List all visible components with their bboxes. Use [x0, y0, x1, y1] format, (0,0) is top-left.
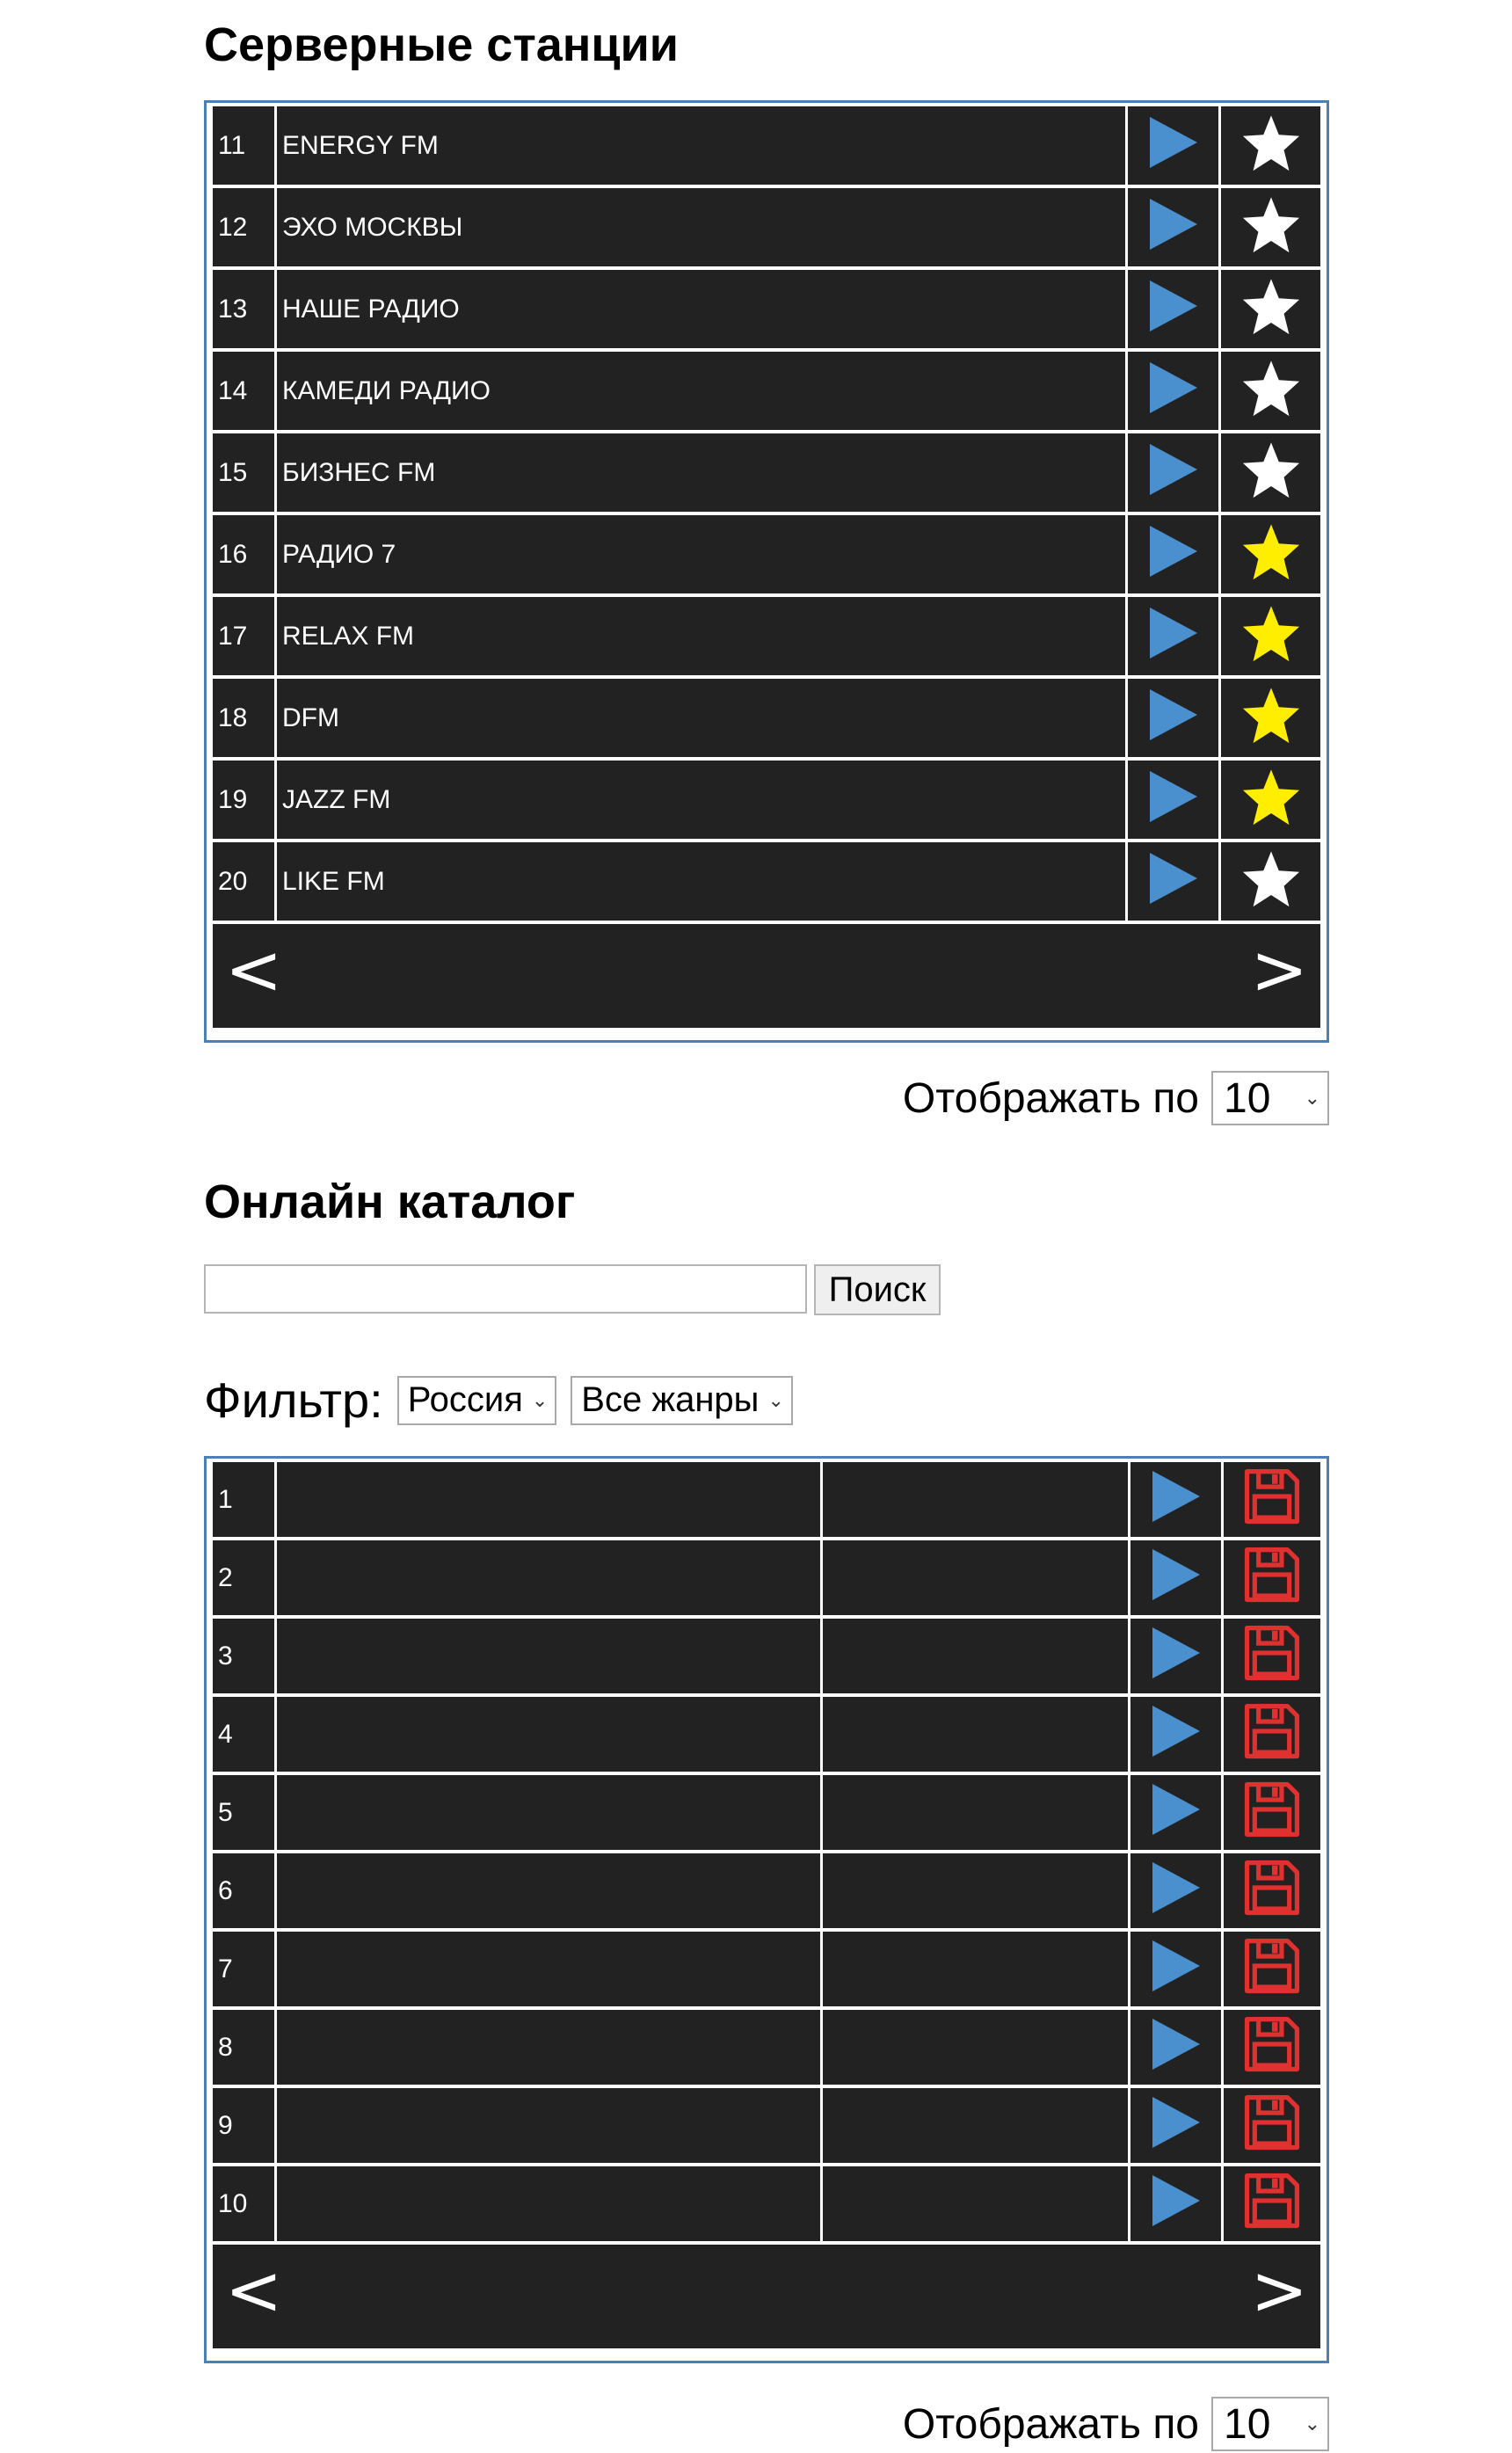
play-icon: [1148, 442, 1199, 497]
server-per-page-select[interactable]: [1211, 1071, 1329, 1125]
station-name: LIKE FM: [277, 842, 1125, 924]
server-next-page-button[interactable]: >: [1250, 931, 1308, 1010]
station-row: [213, 352, 1320, 433]
play-icon: [1148, 524, 1199, 579]
catalog-row: [213, 2166, 1320, 2245]
play-button[interactable]: [1130, 1932, 1221, 2010]
server-per-page-value: 10: [1224, 1074, 1271, 1122]
server-per-page: [903, 1069, 1329, 1127]
catalog-row-number: 1: [213, 1462, 274, 1540]
station-name: БИЗНЕС FM: [277, 433, 1125, 515]
save-button[interactable]: [1224, 1932, 1320, 2010]
catalog-station-name: [277, 1540, 820, 1619]
catalog-station-genre: [823, 1462, 1128, 1540]
play-icon: [1151, 2173, 1202, 2228]
online-catalog-table: [210, 1462, 1323, 2245]
station-number: 18: [213, 679, 274, 761]
catalog-row: [213, 1775, 1320, 1853]
play-button[interactable]: [1130, 1775, 1221, 1853]
station-row: [213, 761, 1320, 842]
save-icon: [1241, 1622, 1303, 1684]
play-button[interactable]: [1130, 2166, 1221, 2245]
catalog-row: [213, 1853, 1320, 1932]
catalog-station-name: [277, 2166, 820, 2245]
play-icon: [1151, 1939, 1202, 1993]
save-button[interactable]: [1224, 2010, 1320, 2088]
play-button[interactable]: [1128, 515, 1218, 597]
country-select-value: Россия: [407, 1380, 523, 1419]
chevron-down-icon: ⌄: [1304, 2413, 1320, 2435]
station-name: ENERGY FM: [277, 106, 1125, 188]
play-icon: [1151, 1860, 1202, 1915]
catalog-row-number: 8: [213, 2010, 274, 2088]
favorite-star-icon: [1240, 685, 1302, 745]
play-button[interactable]: [1130, 2088, 1221, 2166]
save-icon: [1241, 2170, 1303, 2231]
catalog-per-page-label: Отображать по: [902, 2400, 1199, 2448]
catalog-next-page-button[interactable]: >: [1250, 2252, 1308, 2331]
favorite-button[interactable]: [1221, 352, 1320, 433]
station-name: РАДИО 7: [277, 515, 1125, 597]
catalog-station-name: [277, 1775, 820, 1853]
catalog-station-genre: [823, 2010, 1128, 2088]
catalog-station-name: [277, 1932, 820, 2010]
save-icon: [1241, 1935, 1303, 1997]
catalog-per-page: [903, 2395, 1329, 2453]
play-icon: [1148, 115, 1199, 170]
save-button[interactable]: [1224, 2166, 1320, 2245]
catalog-row-number: 3: [213, 1619, 274, 1697]
play-button[interactable]: [1130, 1540, 1221, 1619]
catalog-station-genre: [823, 1853, 1128, 1932]
favorite-star-icon: [1240, 767, 1302, 826]
station-number: 17: [213, 597, 274, 679]
server-stations-title: Серверные станции: [204, 18, 679, 71]
station-name: КАМЕДИ РАДИО: [277, 352, 1125, 433]
station-name: RELAX FM: [277, 597, 1125, 679]
favorite-button[interactable]: [1221, 433, 1320, 515]
catalog-station-name: [277, 1462, 820, 1540]
station-name: DFM: [277, 679, 1125, 761]
play-icon: [1151, 1782, 1202, 1837]
favorite-star-icon: [1240, 113, 1302, 172]
station-row: [213, 515, 1320, 597]
save-icon: [1241, 1544, 1303, 1605]
server-stations-panel: [204, 100, 1329, 1043]
catalog-station-name: [277, 2088, 820, 2166]
catalog-per-page-select[interactable]: [1211, 2397, 1329, 2451]
station-number: 12: [213, 188, 274, 270]
save-button[interactable]: [1224, 1462, 1320, 1540]
play-icon: [1148, 769, 1199, 824]
play-icon: [1148, 279, 1199, 333]
save-button[interactable]: [1224, 1697, 1320, 1775]
favorite-star-icon: [1240, 440, 1302, 499]
catalog-row: [213, 1619, 1320, 1697]
favorite-button[interactable]: [1221, 761, 1320, 842]
catalog-station-genre: [823, 1932, 1128, 2010]
station-number: 19: [213, 761, 274, 842]
station-row: [213, 433, 1320, 515]
chevron-down-icon: ⌄: [767, 1388, 784, 1411]
play-button[interactable]: [1130, 1462, 1221, 1540]
search-button[interactable]: Поиск: [814, 1264, 941, 1315]
catalog-row: [213, 2088, 1320, 2166]
play-button[interactable]: [1128, 270, 1218, 352]
station-row: [213, 106, 1320, 188]
save-icon: [1241, 2013, 1303, 2075]
play-icon: [1151, 2017, 1202, 2071]
filter-row: [204, 1372, 793, 1429]
catalog-per-page-value: 10: [1224, 2400, 1271, 2448]
server-pagination: [213, 924, 1320, 1028]
play-icon: [1148, 360, 1199, 415]
catalog-row-number: 2: [213, 1540, 274, 1619]
favorite-button[interactable]: [1221, 679, 1320, 761]
chevron-down-icon: ⌄: [1304, 1087, 1320, 1109]
play-button[interactable]: [1128, 761, 1218, 842]
favorite-star-icon: [1240, 194, 1302, 254]
filter-label: Фильтр:: [204, 1372, 383, 1428]
play-icon: [1151, 2095, 1202, 2150]
favorite-button[interactable]: [1221, 188, 1320, 270]
station-row: [213, 842, 1320, 924]
save-button[interactable]: [1224, 2088, 1320, 2166]
play-icon: [1151, 1626, 1202, 1680]
favorite-star-icon: [1240, 358, 1302, 418]
favorite-button[interactable]: [1221, 270, 1320, 352]
country-select[interactable]: [397, 1376, 557, 1425]
catalog-station-name: [277, 1697, 820, 1775]
catalog-row-number: 4: [213, 1697, 274, 1775]
favorite-button[interactable]: [1221, 515, 1320, 597]
favorite-star-icon: [1240, 603, 1302, 663]
save-icon: [1241, 2092, 1303, 2153]
catalog-station-name: [277, 1619, 820, 1697]
catalog-row: [213, 1932, 1320, 2010]
save-button[interactable]: [1224, 1619, 1320, 1697]
station-row: [213, 270, 1320, 352]
play-button[interactable]: [1128, 352, 1218, 433]
station-row: [213, 597, 1320, 679]
catalog-row: [213, 1697, 1320, 1775]
catalog-pagination: [213, 2245, 1320, 2348]
play-button[interactable]: [1128, 188, 1218, 270]
catalog-prev-page-button[interactable]: <: [225, 2252, 283, 2331]
play-icon: [1151, 1547, 1202, 1602]
server-prev-page-button[interactable]: <: [225, 931, 283, 1010]
catalog-station-name: [277, 1853, 820, 1932]
station-row: [213, 679, 1320, 761]
favorite-star-icon: [1240, 521, 1302, 581]
play-button[interactable]: [1128, 679, 1218, 761]
play-icon: [1148, 606, 1199, 660]
save-icon: [1241, 1779, 1303, 1840]
station-name: JAZZ FM: [277, 761, 1125, 842]
catalog-station-genre: [823, 1540, 1128, 1619]
favorite-button[interactable]: [1221, 842, 1320, 924]
play-icon: [1148, 851, 1199, 906]
station-number: 13: [213, 270, 274, 352]
play-button[interactable]: [1130, 1853, 1221, 1932]
play-button[interactable]: [1130, 2010, 1221, 2088]
save-button[interactable]: [1224, 1853, 1320, 1932]
play-button[interactable]: [1128, 842, 1218, 924]
save-icon: [1241, 1700, 1303, 1762]
catalog-station-genre: [823, 1697, 1128, 1775]
station-number: 16: [213, 515, 274, 597]
catalog-row-number: 5: [213, 1775, 274, 1853]
server-per-page-label: Отображать по: [902, 1074, 1199, 1122]
catalog-row-number: 7: [213, 1932, 274, 2010]
play-button[interactable]: [1128, 597, 1218, 679]
play-button[interactable]: [1130, 1619, 1221, 1697]
favorite-button[interactable]: [1221, 597, 1320, 679]
save-icon: [1241, 1857, 1303, 1918]
catalog-row-number: 10: [213, 2166, 274, 2245]
station-number: 15: [213, 433, 274, 515]
save-icon: [1241, 1466, 1303, 1527]
genre-select-value: Все жанры: [581, 1380, 760, 1419]
favorite-button[interactable]: [1221, 106, 1320, 188]
catalog-row: [213, 1540, 1320, 1619]
chevron-down-icon: ⌄: [531, 1388, 549, 1411]
station-name: НАШЕ РАДИО: [277, 270, 1125, 352]
favorite-star-icon: [1240, 848, 1302, 908]
genre-select[interactable]: [571, 1376, 793, 1425]
catalog-row-number: 6: [213, 1853, 274, 1932]
play-button[interactable]: [1128, 106, 1218, 188]
play-icon: [1151, 1469, 1202, 1524]
favorite-star-icon: [1240, 276, 1302, 336]
catalog-station-name: [277, 2010, 820, 2088]
save-button[interactable]: [1224, 1775, 1320, 1853]
catalog-station-genre: [823, 2166, 1128, 2245]
catalog-station-genre: [823, 2088, 1128, 2166]
station-name: ЭХО МОСКВЫ: [277, 188, 1125, 270]
play-button[interactable]: [1130, 1697, 1221, 1775]
play-icon: [1148, 197, 1199, 251]
online-catalog-title: Онлайн каталог: [204, 1176, 576, 1228]
search-input[interactable]: [204, 1264, 807, 1314]
catalog-row-number: 9: [213, 2088, 274, 2166]
play-icon: [1151, 1704, 1202, 1758]
play-button[interactable]: [1128, 433, 1218, 515]
station-number: 11: [213, 106, 274, 188]
catalog-station-genre: [823, 1619, 1128, 1697]
save-button[interactable]: [1224, 1540, 1320, 1619]
catalog-row: [213, 1462, 1320, 1540]
play-icon: [1148, 688, 1199, 742]
catalog-station-genre: [823, 1775, 1128, 1853]
station-number: 20: [213, 842, 274, 924]
catalog-row: [213, 2010, 1320, 2088]
server-stations-table: [210, 106, 1323, 924]
station-number: 14: [213, 352, 274, 433]
online-catalog-panel: [204, 1456, 1329, 2363]
station-row: [213, 188, 1320, 270]
